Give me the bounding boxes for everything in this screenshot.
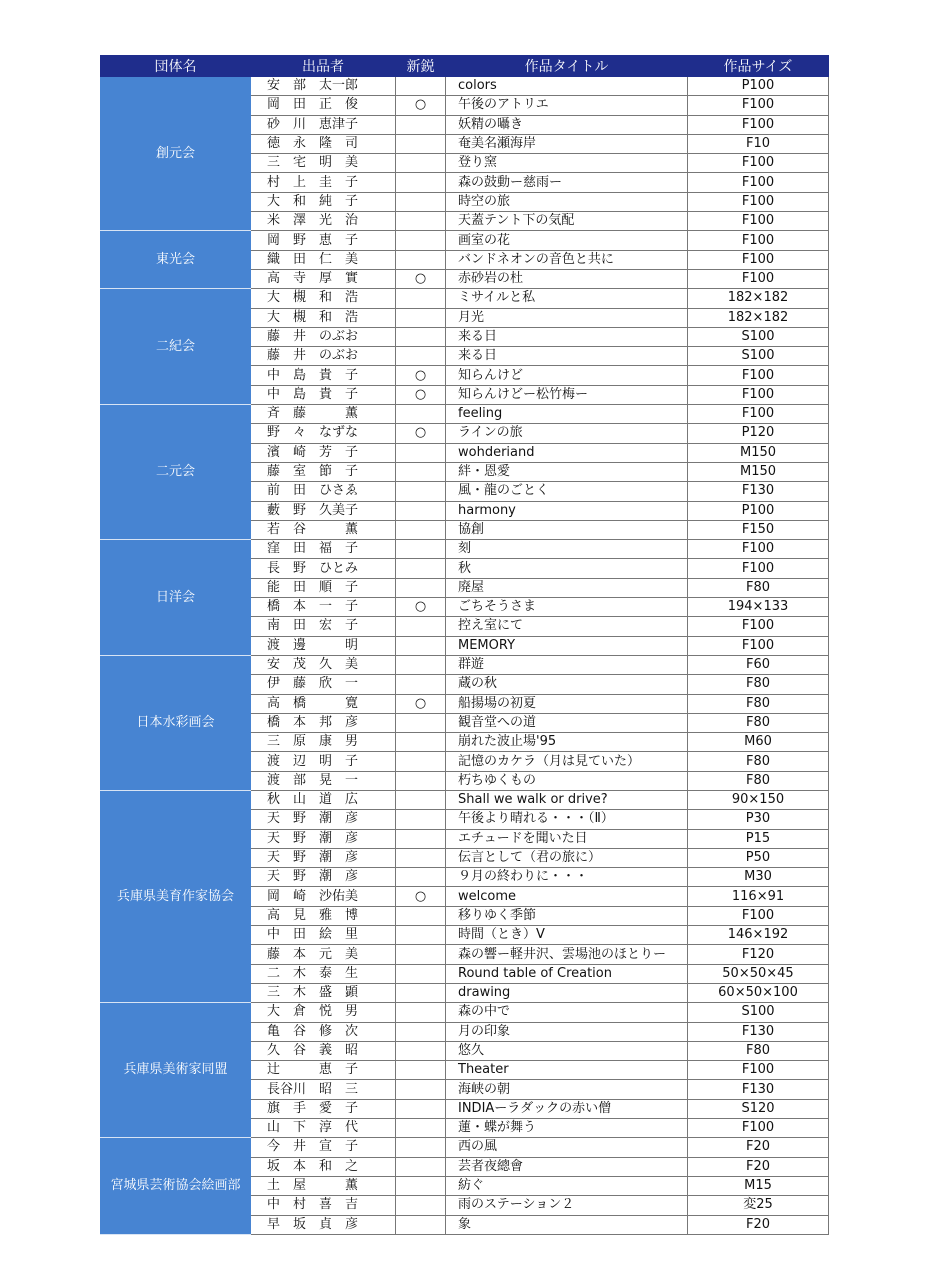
title-cell: 森の響ー軽井沢、雲場池のほとりー (446, 945, 688, 964)
title-cell: 廃屋 (446, 578, 688, 597)
artist-cell: 久 谷 義 昭 (251, 1041, 396, 1060)
table-row (101, 405, 829, 424)
title-cell: 知らんけどー松竹梅ー (446, 385, 688, 404)
artist-cell: 藤 井 のぶお (251, 347, 396, 366)
artist-cell: 濱 崎 芳 子 (251, 443, 396, 462)
size-cell: S120 (688, 1099, 829, 1118)
size-cell: F20 (688, 1157, 829, 1176)
title-cell: 画室の花 (446, 231, 688, 250)
size-cell: P15 (688, 829, 829, 848)
size-cell: F10 (688, 134, 829, 153)
title-cell: 来る日 (446, 327, 688, 346)
title-cell: 時間（とき）Ⅴ (446, 926, 688, 945)
title-cell: 登り窯 (446, 154, 688, 173)
artist-cell: 米 澤 光 治 (251, 212, 396, 231)
title-cell: 芸者夜總會 (446, 1157, 688, 1176)
title-cell: 時空の旅 (446, 192, 688, 211)
size-cell: F100 (688, 617, 829, 636)
new-cell (396, 559, 446, 578)
artist-cell: 南 田 宏 子 (251, 617, 396, 636)
new-cell (396, 462, 446, 481)
new-cell (396, 540, 446, 559)
size-cell: F120 (688, 945, 829, 964)
title-cell: drawing (446, 983, 688, 1002)
title-cell: 来る日 (446, 347, 688, 366)
group-cell: 二紀会 (101, 289, 251, 405)
group-cell: 二元会 (101, 405, 251, 540)
artist-cell: 中 島 貴 子 (251, 366, 396, 385)
new-cell (396, 1003, 446, 1022)
new-cell (396, 192, 446, 211)
new-cell (396, 617, 446, 636)
table-body (101, 77, 829, 1235)
new-cell: ○ (396, 96, 446, 115)
artist-cell: 高 橋 寛 (251, 694, 396, 713)
new-cell (396, 1099, 446, 1118)
artist-cell: 中 村 喜 吉 (251, 1196, 396, 1215)
artist-cell: 三 木 盛 顕 (251, 983, 396, 1002)
artist-cell: 今 井 宣 子 (251, 1138, 396, 1157)
size-cell: M30 (688, 868, 829, 887)
title-cell: 森の中で (446, 1003, 688, 1022)
size-cell: F100 (688, 906, 829, 925)
title-cell: 記憶のカケラ（月は見ていた） (446, 752, 688, 771)
artist-cell: 大 槻 和 浩 (251, 289, 396, 308)
new-cell (396, 501, 446, 520)
size-cell: S100 (688, 1003, 829, 1022)
group-cell: 日洋会 (101, 540, 251, 656)
artist-cell: 窪 田 福 子 (251, 540, 396, 559)
artist-cell: 能 田 順 子 (251, 578, 396, 597)
artist-cell: 早 坂 貞 彦 (251, 1215, 396, 1234)
title-cell: 雨のステーション２ (446, 1196, 688, 1215)
artist-cell: 岡 野 恵 子 (251, 231, 396, 250)
size-cell: F100 (688, 154, 829, 173)
size-cell: F80 (688, 694, 829, 713)
group-cell: 創元会 (101, 77, 251, 231)
new-cell (396, 578, 446, 597)
size-cell: F20 (688, 1138, 829, 1157)
new-cell (396, 964, 446, 983)
artist-cell: 秋 山 道 広 (251, 790, 396, 809)
title-cell: 悠久 (446, 1041, 688, 1060)
new-cell (396, 134, 446, 153)
new-cell (396, 945, 446, 964)
header-title: 作品タイトル (446, 56, 688, 77)
artist-cell: 三 原 康 男 (251, 733, 396, 752)
new-cell (396, 212, 446, 231)
artist-cell: 長 野 ひとみ (251, 559, 396, 578)
artist-cell: 砂 川 恵津子 (251, 115, 396, 134)
size-cell: F150 (688, 520, 829, 539)
artist-cell: 藤 井 のぶお (251, 327, 396, 346)
title-cell: 伝言として（君の旅に） (446, 848, 688, 867)
table-row (101, 655, 829, 674)
artist-cell: 中 田 絵 里 (251, 926, 396, 945)
artist-cell: 藤 本 元 美 (251, 945, 396, 964)
title-cell: 風・龍のごとく (446, 482, 688, 501)
artist-cell: 旗 手 愛 子 (251, 1099, 396, 1118)
group-cell: 兵庫県美育作家協会 (101, 790, 251, 1002)
size-cell: 182×182 (688, 289, 829, 308)
artist-cell: 高 寺 厚 實 (251, 269, 396, 288)
size-cell: 146×192 (688, 926, 829, 945)
new-cell (396, 154, 446, 173)
artist-cell: 渡 邊 明 (251, 636, 396, 655)
artist-cell: 長谷川 昭 三 (251, 1080, 396, 1099)
new-cell (396, 752, 446, 771)
new-cell: ○ (396, 366, 446, 385)
title-cell: feeling (446, 405, 688, 424)
artist-cell: 藤 室 節 子 (251, 462, 396, 481)
size-cell: 116×91 (688, 887, 829, 906)
artist-cell: 岡 田 正 俊 (251, 96, 396, 115)
table-row (101, 540, 829, 559)
group-cell: 兵庫県美術家同盟 (101, 1003, 251, 1138)
artist-cell: 安 茂 久 美 (251, 655, 396, 674)
size-cell: M150 (688, 443, 829, 462)
table-row (101, 289, 829, 308)
title-cell: 控え室にて (446, 617, 688, 636)
size-cell: F100 (688, 636, 829, 655)
size-cell: F100 (688, 559, 829, 578)
table-row (101, 231, 829, 250)
title-cell: 移りゆく季節 (446, 906, 688, 925)
title-cell: バンドネオンの音色と共に (446, 250, 688, 269)
artist-cell: 渡 辺 明 子 (251, 752, 396, 771)
new-cell: ○ (396, 424, 446, 443)
size-cell: F100 (688, 250, 829, 269)
artist-cell: 中 島 貴 子 (251, 385, 396, 404)
size-cell: M15 (688, 1176, 829, 1195)
size-cell: 50×50×45 (688, 964, 829, 983)
new-cell (396, 405, 446, 424)
artist-cell: 織 田 仁 美 (251, 250, 396, 269)
title-cell: 群遊 (446, 655, 688, 674)
new-cell (396, 443, 446, 462)
size-cell: F80 (688, 752, 829, 771)
title-cell: 森の鼓動ー慈雨ー (446, 173, 688, 192)
new-cell (396, 810, 446, 829)
artist-cell: 大 槻 和 浩 (251, 308, 396, 327)
title-cell: 午後より晴れる・・・（Ⅱ） (446, 810, 688, 829)
size-cell: F100 (688, 366, 829, 385)
title-cell: 協創 (446, 520, 688, 539)
artist-cell: 野 々 なずな (251, 424, 396, 443)
artist-cell: 伊 藤 欣 一 (251, 675, 396, 694)
title-cell: 秋 (446, 559, 688, 578)
size-cell: F100 (688, 540, 829, 559)
header-size: 作品サイズ (688, 56, 829, 77)
artist-cell: 若 谷 薫 (251, 520, 396, 539)
new-cell (396, 790, 446, 809)
artist-cell: 亀 谷 修 次 (251, 1022, 396, 1041)
table-row (101, 1138, 829, 1157)
size-cell: F130 (688, 482, 829, 501)
title-cell: 月光 (446, 308, 688, 327)
size-cell: M150 (688, 462, 829, 481)
title-cell: colors (446, 77, 688, 96)
title-cell: MEMORY (446, 636, 688, 655)
group-cell: 東光会 (101, 231, 251, 289)
new-cell (396, 848, 446, 867)
artist-cell: 徳 永 隆 司 (251, 134, 396, 153)
new-cell (396, 1138, 446, 1157)
new-cell (396, 289, 446, 308)
title-cell: 紡ぐ (446, 1176, 688, 1195)
size-cell: F100 (688, 212, 829, 231)
title-cell: 朽ちゆくもの (446, 771, 688, 790)
artist-cell: 大 倉 悦 男 (251, 1003, 396, 1022)
new-cell (396, 347, 446, 366)
new-cell (396, 1022, 446, 1041)
new-cell (396, 829, 446, 848)
title-cell: 赤砂岩の杜 (446, 269, 688, 288)
new-cell (396, 520, 446, 539)
artist-cell: 天 野 潮 彦 (251, 810, 396, 829)
title-cell: 崩れた波止場'95 (446, 733, 688, 752)
size-cell: P30 (688, 810, 829, 829)
size-cell: F80 (688, 675, 829, 694)
artist-cell: 土 屋 薫 (251, 1176, 396, 1195)
title-cell: 刻 (446, 540, 688, 559)
title-cell: wohderiand (446, 443, 688, 462)
title-cell: 奄美名瀬海岸 (446, 134, 688, 153)
title-cell: 蓮・蝶が舞う (446, 1119, 688, 1138)
exhibit-table (100, 55, 829, 1235)
table-row (101, 77, 829, 96)
artist-cell: 天 野 潮 彦 (251, 868, 396, 887)
new-cell (396, 868, 446, 887)
size-cell: 90×150 (688, 790, 829, 809)
title-cell: welcome (446, 887, 688, 906)
new-cell (396, 983, 446, 1002)
size-cell: F100 (688, 231, 829, 250)
size-cell: F80 (688, 1041, 829, 1060)
size-cell: P50 (688, 848, 829, 867)
new-cell (396, 482, 446, 501)
size-cell: F20 (688, 1215, 829, 1234)
title-cell: 船揚場の初夏 (446, 694, 688, 713)
title-cell: 象 (446, 1215, 688, 1234)
new-cell (396, 115, 446, 134)
size-cell: F100 (688, 405, 829, 424)
title-cell: 妖精の囁き (446, 115, 688, 134)
size-cell: 変25 (688, 1196, 829, 1215)
group-cell: 宮城県芸術協会絵画部 (101, 1138, 251, 1234)
size-cell: F130 (688, 1022, 829, 1041)
new-cell (396, 1176, 446, 1195)
artist-cell: 坂 本 和 之 (251, 1157, 396, 1176)
new-cell (396, 1157, 446, 1176)
size-cell: F100 (688, 192, 829, 211)
new-cell (396, 173, 446, 192)
size-cell: F100 (688, 115, 829, 134)
size-cell: P100 (688, 77, 829, 96)
size-cell: M60 (688, 733, 829, 752)
artist-cell: 辻 恵 子 (251, 1061, 396, 1080)
size-cell: 60×50×100 (688, 983, 829, 1002)
title-cell: 月の印象 (446, 1022, 688, 1041)
artist-cell: 三 宅 明 美 (251, 154, 396, 173)
artist-cell: 大 和 純 子 (251, 192, 396, 211)
new-cell (396, 1041, 446, 1060)
size-cell: F80 (688, 578, 829, 597)
size-cell: F100 (688, 173, 829, 192)
new-cell (396, 77, 446, 96)
size-cell: S100 (688, 347, 829, 366)
title-cell: 絆・恩愛 (446, 462, 688, 481)
size-cell: F100 (688, 96, 829, 115)
new-cell: ○ (396, 887, 446, 906)
title-cell: Round table of Creation (446, 964, 688, 983)
size-cell: F80 (688, 713, 829, 732)
title-cell: 西の風 (446, 1138, 688, 1157)
title-cell: ラインの旅 (446, 424, 688, 443)
title-cell: 海峡の朝 (446, 1080, 688, 1099)
size-cell: F100 (688, 269, 829, 288)
size-cell: F100 (688, 1119, 829, 1138)
new-cell: ○ (396, 269, 446, 288)
header-artist: 出品者 (251, 56, 396, 77)
new-cell (396, 250, 446, 269)
title-cell: 天蓋テント下の気配 (446, 212, 688, 231)
size-cell: 194×133 (688, 598, 829, 617)
new-cell (396, 733, 446, 752)
new-cell (396, 1215, 446, 1234)
new-cell (396, 713, 446, 732)
title-cell: エチュードを聞いた日 (446, 829, 688, 848)
title-cell: ミサイルと私 (446, 289, 688, 308)
title-cell: ９月の終わりに・・・ (446, 868, 688, 887)
table-header (101, 56, 829, 77)
new-cell: ○ (396, 385, 446, 404)
size-cell: 182×182 (688, 308, 829, 327)
title-cell: ごちそうさま (446, 598, 688, 617)
artist-cell: 村 上 圭 子 (251, 173, 396, 192)
artist-cell: 渡 部 晃 一 (251, 771, 396, 790)
title-cell: harmony (446, 501, 688, 520)
size-cell: S100 (688, 327, 829, 346)
artist-cell: 藪 野 久美子 (251, 501, 396, 520)
artist-cell: 天 野 潮 彦 (251, 848, 396, 867)
new-cell (396, 308, 446, 327)
size-cell: F100 (688, 385, 829, 404)
size-cell: F60 (688, 655, 829, 674)
artist-cell: 山 下 淳 代 (251, 1119, 396, 1138)
size-cell: P120 (688, 424, 829, 443)
artist-cell: 前 田 ひさゑ (251, 482, 396, 501)
title-cell: 午後のアトリエ (446, 96, 688, 115)
artist-cell: 橋 本 邦 彦 (251, 713, 396, 732)
header-group: 団体名 (101, 56, 251, 77)
new-cell (396, 636, 446, 655)
header-new: 新鋭 (396, 56, 446, 77)
artist-cell: 橋 本 一 子 (251, 598, 396, 617)
new-cell (396, 655, 446, 674)
new-cell (396, 1119, 446, 1138)
title-cell: INDIAーラダックの赤い僧 (446, 1099, 688, 1118)
title-cell: 知らんけど (446, 366, 688, 385)
group-cell: 日本水彩画会 (101, 655, 251, 790)
artist-cell: 高 見 雅 博 (251, 906, 396, 925)
artist-cell: 岡 崎 沙佑美 (251, 887, 396, 906)
size-cell: F130 (688, 1080, 829, 1099)
artist-cell: 斉 藤 薫 (251, 405, 396, 424)
artist-cell: 天 野 潮 彦 (251, 829, 396, 848)
new-cell (396, 675, 446, 694)
new-cell (396, 1196, 446, 1215)
title-cell: Shall we walk or drive? (446, 790, 688, 809)
title-cell: Theater (446, 1061, 688, 1080)
table-row (101, 790, 829, 809)
new-cell: ○ (396, 598, 446, 617)
new-cell (396, 327, 446, 346)
size-cell: F100 (688, 1061, 829, 1080)
table-row (101, 1003, 829, 1022)
new-cell (396, 1061, 446, 1080)
new-cell (396, 771, 446, 790)
new-cell (396, 1080, 446, 1099)
size-cell: P100 (688, 501, 829, 520)
new-cell (396, 906, 446, 925)
new-cell (396, 231, 446, 250)
title-cell: 観音堂への道 (446, 713, 688, 732)
new-cell: ○ (396, 694, 446, 713)
title-cell: 蔵の秋 (446, 675, 688, 694)
artist-cell: 二 木 泰 生 (251, 964, 396, 983)
new-cell (396, 926, 446, 945)
artist-cell: 安 部 太一郎 (251, 77, 396, 96)
size-cell: F80 (688, 771, 829, 790)
